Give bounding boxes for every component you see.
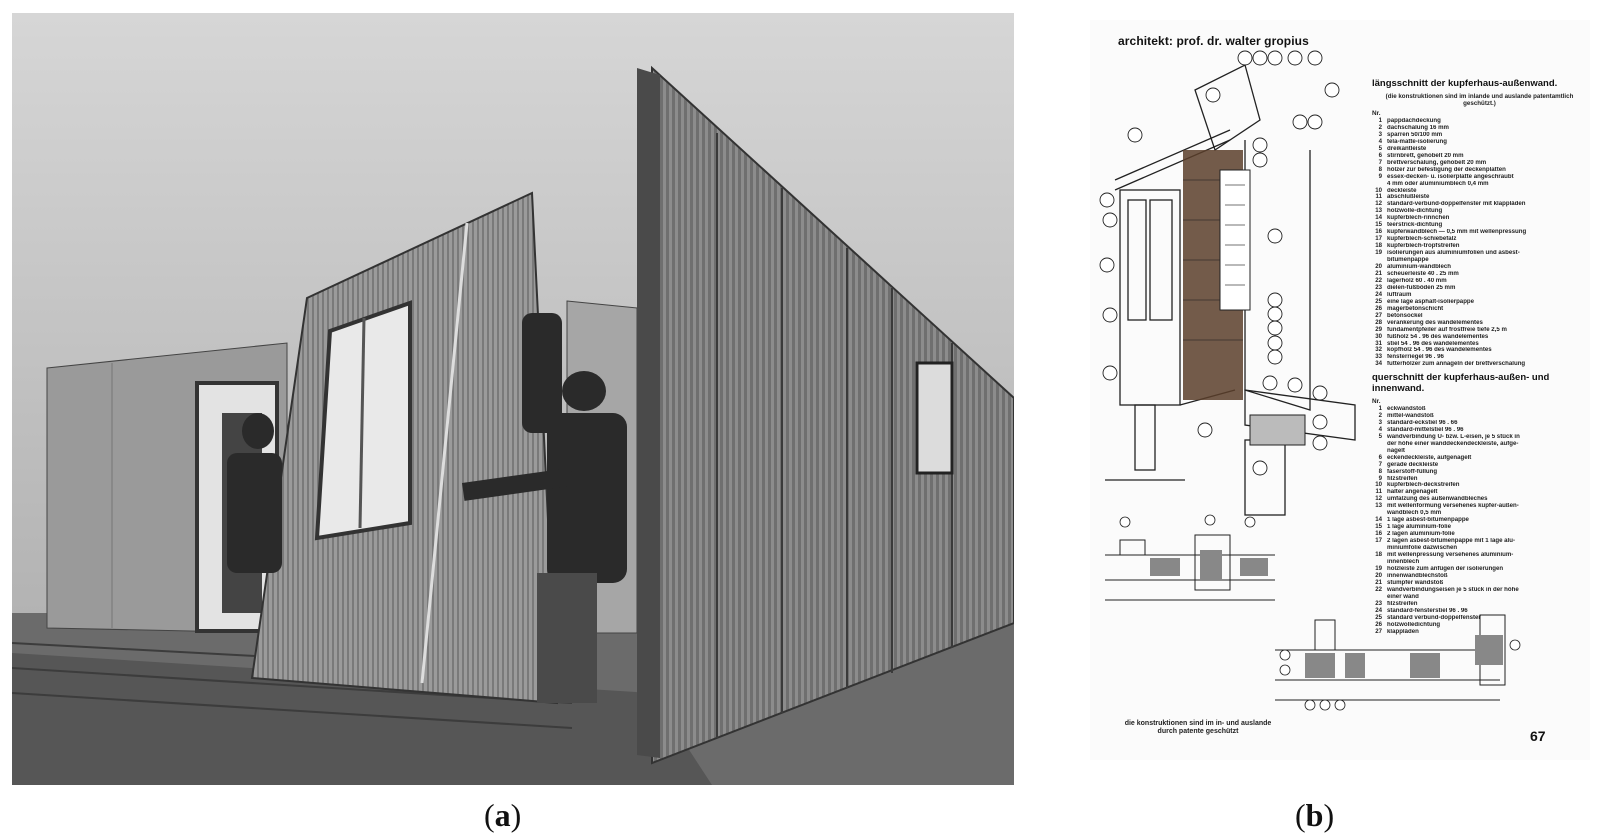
legend-item-text: umfalzung des außenwandbleches (1387, 496, 1488, 503)
legend-item-text: standard-fensterstiel 96 . 96 (1387, 607, 1468, 614)
legend-item (1372, 531, 1587, 538)
legend-item (1372, 139, 1587, 146)
legend-item (1372, 222, 1587, 229)
legend-item-number: 12 (1375, 200, 1382, 208)
legend-item (1372, 341, 1587, 348)
legend-item-text: kupferblech-tropfstreifen (1387, 243, 1460, 250)
legend-item (1372, 413, 1587, 420)
legend-item-text: lagerholz 60 . 40 mm (1387, 277, 1447, 284)
legend-item-text: verankerung des wandelementes (1387, 319, 1483, 326)
legend-item-number: 21 (1375, 269, 1382, 277)
legend-item (1372, 194, 1587, 201)
legend-item (1372, 448, 1587, 455)
legend-item-number: 34 (1375, 360, 1382, 368)
legend-item-number: 11 (1375, 488, 1382, 496)
legend-item-number: 27 (1375, 627, 1382, 635)
legend-item-text: sparren 50/100 mm (1387, 131, 1443, 138)
legend-item (1372, 469, 1587, 476)
legend-item-number: 5 (1378, 432, 1382, 440)
legend-item-number: 13 (1375, 207, 1382, 215)
legend-item (1372, 285, 1587, 292)
legend-item (1372, 334, 1587, 341)
caption-a-letter: a (494, 797, 511, 833)
legend-item-text: standard-mittelstiel 96 . 96 (1387, 426, 1464, 433)
legend-item-text: eckwandstoß (1387, 406, 1426, 412)
legend-item (1372, 615, 1587, 622)
legend-item (1372, 229, 1587, 236)
legend-item (1372, 167, 1587, 174)
page-number: 67 (1530, 728, 1546, 744)
legend-item-text: tela-matte-isolierung (1387, 138, 1447, 145)
legend-item-text: dielen-fußböden 25 mm (1387, 284, 1456, 291)
legend-item-number: 9 (1378, 172, 1382, 180)
legend-item-number: 17 (1375, 537, 1382, 545)
legend-item (1372, 320, 1587, 327)
legend-item (1372, 125, 1587, 132)
legend-item-number: 12 (1375, 495, 1382, 503)
legend-item-text: 2 lagen asbest-bitumenpappe mit 1 lage alu- (1387, 538, 1515, 545)
legend-item (1372, 271, 1587, 278)
legend-item (1372, 257, 1587, 264)
legend-item-text: halter angenagelt (1387, 489, 1438, 496)
legend-item-text: einer wand (1387, 593, 1419, 600)
legend-item-number: 23 (1375, 599, 1382, 607)
legend-item (1372, 292, 1587, 299)
legend-item-number: 24 (1375, 606, 1382, 614)
legend-item-text: stiel 54 . 96 des wandelementes (1387, 340, 1479, 347)
legend-item (1372, 313, 1587, 320)
legend-item-text: 4 mm oder aluminiumblech 0,4 mm (1387, 180, 1489, 187)
legend-item-text: standard-eckstiel 96 . 66 (1387, 419, 1458, 426)
legend-item-text: innenblech (1387, 558, 1420, 565)
legend-item-text: standard-verbund-doppelfenster mit klappläden (1387, 201, 1526, 208)
legend-item-text: fußholz 54 . 96 des wandelementes (1387, 333, 1489, 340)
legend-item (1372, 420, 1587, 427)
legend-item (1372, 496, 1587, 503)
legend-item-number: 15 (1375, 221, 1382, 229)
legend-item-number: 27 (1375, 311, 1382, 319)
caption-b-letter: b (1305, 797, 1324, 833)
section-1-note: (die konstruktionen sind im inlande und auslande patentamtlich geschützt.) (1385, 93, 1574, 107)
legend-item-number: 16 (1375, 530, 1382, 538)
legend-item (1372, 552, 1587, 559)
legend-item-number: 2 (1378, 411, 1382, 419)
legend-item-number: 22 (1375, 585, 1382, 593)
legend-item (1372, 201, 1587, 208)
legend-item-number: 25 (1375, 613, 1382, 621)
legend-item-text: abschlußleiste (1387, 194, 1430, 201)
legend-item-text: dreikantleiste (1387, 145, 1427, 152)
legend-item (1372, 482, 1587, 489)
legend-item-number: 10 (1375, 481, 1382, 489)
legend-item (1372, 278, 1587, 285)
legend-item-text: mit wellenpressung versehenes aluminium- (1387, 552, 1514, 559)
legend-item-text: faserstoff-füllung (1387, 468, 1438, 475)
legend-item-text: standard verbund-doppelfenster (1387, 614, 1481, 621)
legend-item-text: gerade deckleiste (1387, 461, 1439, 468)
legend-item (1372, 427, 1587, 434)
legend-item-number: 14 (1375, 516, 1382, 524)
legend-item-text: fensterriegel 96 . 96 (1387, 354, 1444, 361)
legend-item-number: 23 (1375, 283, 1382, 291)
legend-item (1372, 489, 1587, 496)
legend-item (1372, 153, 1587, 160)
legend-item (1372, 594, 1587, 601)
legend-item-text: isolierungen aus aluminiumfolien und asbest- (1387, 250, 1520, 257)
legend-item-text: kupferwandblech — 0,5 mm mit wellenpressung (1387, 229, 1527, 236)
legend-item (1372, 434, 1587, 441)
legend-item-text: brettverschalung, gehobelt 20 mm (1387, 159, 1487, 166)
legend-item (1372, 208, 1587, 215)
legend-item-number: 18 (1375, 242, 1382, 250)
legend-item (1372, 601, 1587, 608)
legend-item-text: kupferblech-rinnchen (1387, 215, 1450, 222)
legend-item-number: 20 (1375, 571, 1382, 579)
legend-item-number: 20 (1375, 263, 1382, 271)
legend-item-number: 31 (1375, 339, 1382, 347)
legend-item-number: 24 (1375, 290, 1382, 298)
legend-item (1372, 406, 1587, 413)
legend-item-text: eckendeckleiste, aufgenagelt (1387, 454, 1472, 461)
legend-item-number: 6 (1378, 453, 1382, 461)
legend-item-number: 13 (1375, 502, 1382, 510)
legend-item-text: wandverbindung U- bzw. L-eisen, je 5 stück in (1387, 433, 1520, 440)
legend-item-text: 1 lage aluminium-folie (1387, 524, 1451, 531)
caption-a-close: ) (510, 797, 522, 833)
legend-item (1372, 215, 1587, 222)
legend-item-number: 8 (1378, 165, 1382, 173)
legend-item (1372, 580, 1587, 587)
photo-prefab-house-assembly (12, 13, 1014, 785)
legend-item-number: 2 (1378, 123, 1382, 131)
legend-item-text: eine lage asphalt-isolierpappe (1387, 298, 1475, 305)
legend-item (1372, 608, 1587, 615)
legend-item-text: klappläden (1387, 628, 1419, 635)
legend-item-text: nagelt (1387, 447, 1405, 454)
legend-item (1372, 118, 1587, 125)
legend-item-text: innenwandblechstoß (1387, 572, 1448, 579)
legend-item-number: 22 (1375, 276, 1382, 284)
section-1-legend (1372, 118, 1587, 368)
legend-item-number: 3 (1378, 130, 1382, 138)
legend-item-text: pappdachdeckung (1387, 118, 1441, 124)
legend-item-number: 30 (1375, 332, 1382, 340)
legend-item (1372, 441, 1587, 448)
legend-item (1372, 354, 1587, 361)
legend-item-text: essex-decken- u. isolierplatte angeschraubt (1387, 173, 1514, 180)
legend-item (1372, 361, 1587, 368)
cross-section-drawing-1 (1100, 510, 1280, 610)
legend-item-number: 25 (1375, 297, 1382, 305)
legend-item-text: miniumfolie dazwischen (1387, 545, 1458, 552)
legend-item (1372, 146, 1587, 153)
caption-b-close: ) (1323, 797, 1335, 833)
wall-section-drawing (1095, 50, 1360, 520)
legend-item (1372, 264, 1587, 271)
legend-item (1372, 545, 1587, 552)
legend-item (1372, 174, 1587, 181)
legend-item-text: holzleiste zum anfügen der isolierungen (1387, 565, 1504, 572)
legend-item (1372, 132, 1587, 139)
legend-item-text: mittel-wandstoß (1387, 412, 1434, 419)
legend-item-number: 7 (1378, 460, 1382, 468)
section-1-title: längsschnitt der kupferhaus-außenwand. (1372, 78, 1558, 89)
legend-item-text: kupferblech-schiebefalz (1387, 236, 1457, 243)
legend-item-text: aluminium-wandblech (1387, 264, 1451, 271)
legend-item (1372, 181, 1587, 188)
section-2-title: querschnitt der kupferhaus-außen- und innenwand. (1372, 372, 1550, 394)
legend-item (1372, 503, 1587, 510)
legend-item (1372, 566, 1587, 573)
legend-item (1372, 306, 1587, 313)
legend-item-text: kupferblech-deckstreifen (1387, 482, 1460, 489)
legend-item-number: 18 (1375, 551, 1382, 559)
legend-item (1372, 476, 1587, 483)
legend-item (1372, 510, 1587, 517)
legend-item-number: 15 (1375, 523, 1382, 531)
legend-item-number: 10 (1375, 186, 1382, 194)
legend-item (1372, 462, 1587, 469)
caption-a (484, 795, 521, 835)
legend-item-text: filzstreifen (1387, 475, 1418, 482)
legend-item (1372, 243, 1587, 250)
legend-item-number: 6 (1378, 151, 1382, 159)
legend-item-text: fundamentpfeiler auf frostfreie tiefe 2,5 m (1387, 326, 1507, 333)
legend-item-text: betonsockel (1387, 312, 1423, 319)
legend-item-text: teerstrick-dichtung (1387, 222, 1443, 229)
legend-item-number: 28 (1375, 318, 1382, 326)
legend-item-number: 17 (1375, 235, 1382, 243)
legend-item (1372, 517, 1587, 524)
section-1-nr-label: Nr. (1372, 110, 1381, 117)
legend-item-text: bitumenpappe (1387, 257, 1429, 264)
legend-item-text: kopfholz 54 . 96 des wandelementes (1387, 347, 1492, 354)
legend-item-text: holzwolledichtung (1387, 621, 1441, 628)
legend-item (1372, 250, 1587, 257)
caption-a-open: ( (484, 797, 495, 833)
legend-item (1372, 559, 1587, 566)
legend-item-text: luftraum (1387, 291, 1412, 298)
legend-item-number: 16 (1375, 228, 1382, 236)
legend-item (1372, 524, 1587, 531)
photo-illustration (12, 13, 1014, 785)
legend-item-text: scheuerleiste 40 . 25 mm (1387, 270, 1459, 277)
legend-item-number: 4 (1378, 425, 1382, 433)
legend-item-number: 14 (1375, 214, 1382, 222)
legend-item (1372, 629, 1587, 636)
legend-item-text: 1 lage asbest-bitumenpappe (1387, 517, 1469, 524)
legend-item (1372, 327, 1587, 334)
legend-item-text: dachschalung 16 mm (1387, 124, 1449, 131)
legend-item-text: 2 lagen aluminium-folie (1387, 531, 1455, 538)
legend-item-number: 11 (1375, 193, 1382, 201)
legend-item (1372, 587, 1587, 594)
caption-b (1295, 795, 1334, 835)
legend-item-number: 1 (1378, 405, 1382, 412)
legend-item-number: 7 (1378, 158, 1382, 166)
legend-item-number: 5 (1378, 144, 1382, 152)
legend-item-number: 4 (1378, 137, 1382, 145)
legend-item-text: hölzer zur befestigung der deckenplatten (1387, 166, 1506, 173)
legend-item (1372, 236, 1587, 243)
legend-item (1372, 622, 1587, 629)
legend-item-text: wandblech 0,5 mm (1387, 510, 1442, 517)
section-2-nr-label: Nr. (1372, 398, 1381, 405)
caption-b-open: ( (1295, 797, 1306, 833)
patent-note: die konstruktionen sind im in- und auslande durch patente geschützt (1124, 720, 1272, 735)
legend-item-number: 26 (1375, 304, 1382, 312)
legend-item-text: mit wellenformung versehenes kupfer-außen- (1387, 503, 1519, 510)
legend-item-number: 29 (1375, 325, 1382, 333)
legend-item (1372, 299, 1587, 306)
legend-item-number (1372, 441, 1382, 448)
legend-item-text: stirnbrett, gehobelt 20 mm (1387, 152, 1464, 159)
legend-item-number: 33 (1375, 353, 1382, 361)
page-title: architekt: prof. dr. walter gropius (1118, 34, 1309, 48)
legend-item-number: 1 (1378, 117, 1382, 124)
legend-item-text: der höhe einer wanddeckendeckleiste, aufge- (1387, 440, 1519, 447)
legend-item (1372, 160, 1587, 167)
legend-item-text: stumpfer wandstoß (1387, 579, 1444, 586)
legend-item-text: futterhölzer zum annageln der brettverschalung (1387, 361, 1526, 368)
legend-item-text: deckleiste (1387, 187, 1417, 194)
legend-item-number: 32 (1375, 346, 1382, 354)
section-2-legend (1372, 406, 1587, 635)
legend-item-number: 9 (1378, 474, 1382, 482)
legend-item-text: magerbetonschicht (1387, 305, 1444, 312)
legend-item-number: 8 (1378, 467, 1382, 475)
legend-item (1372, 347, 1587, 354)
legend-item-text: filzstreifen (1387, 600, 1418, 607)
legend-item-text: wandverbindungseisen je 5 stück in der höhe (1387, 586, 1519, 593)
legend-item (1372, 538, 1587, 545)
document-page (1090, 20, 1590, 760)
legend-item-number: 19 (1375, 564, 1382, 572)
legend-item-text: holzwolle-dichtung (1387, 208, 1443, 215)
legend-item (1372, 573, 1587, 580)
legend-item-number: 26 (1375, 620, 1382, 628)
legend-item-number: 3 (1378, 418, 1382, 426)
legend-item (1372, 455, 1587, 462)
legend-item-number: 21 (1375, 578, 1382, 586)
legend-item (1372, 188, 1587, 195)
legend-item-number: 19 (1375, 249, 1382, 257)
